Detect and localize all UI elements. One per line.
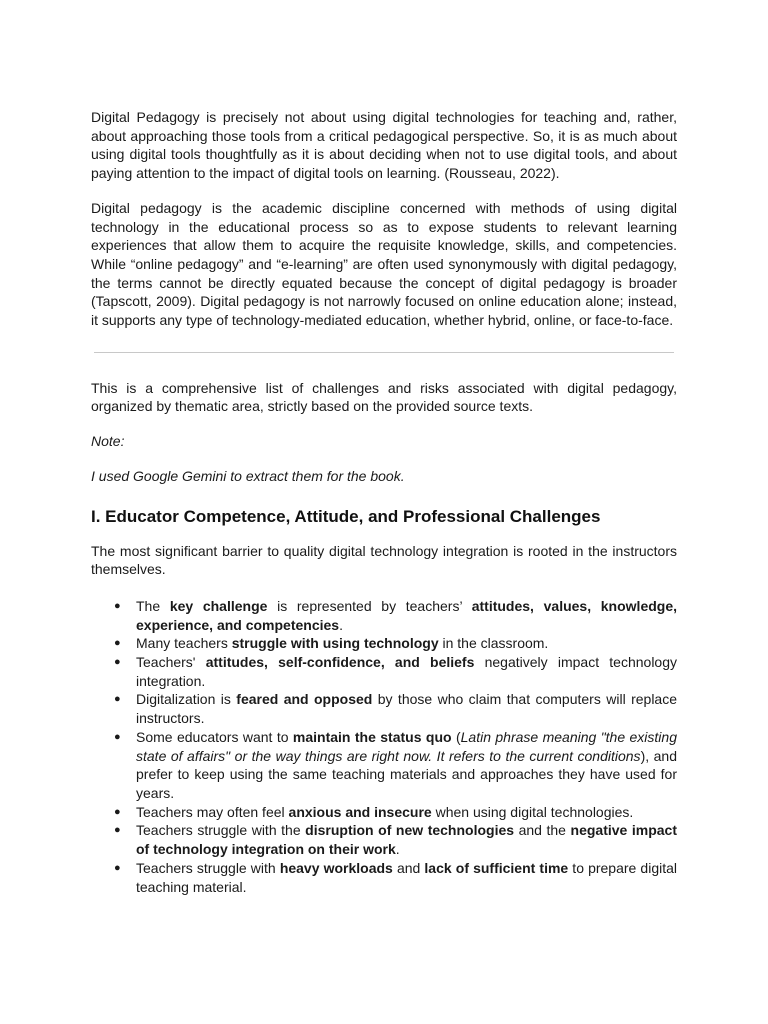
list-item: ● Teachers struggle with the disruption of new technologies and the negative impact of technology integration on their work. — [114, 822, 677, 858]
bullet-icon: ● — [114, 861, 121, 874]
bullet-icon: ● — [114, 730, 121, 743]
note-text: I used Google Gemini to extract them for the book. — [91, 467, 405, 484]
bullet-icon: ● — [114, 656, 121, 669]
bullet-icon: ● — [114, 805, 121, 818]
list-item: ● Teachers' attitudes, self-confidence, and beliefs negatively impact technology integration. — [114, 654, 678, 689]
bullet-icon: ● — [114, 693, 121, 706]
list-item: ● Digitalization is feared and opposed by those who claim that computers will replace instructors. — [114, 691, 677, 727]
list-item: ● Some educators want to maintain the status quo (Latin phrase meaning "the existing state of affairs" or the way things are right now. It refers to the current conditions), and prefer to keep using the same teaching materials and approaches they have used for years. — [114, 728, 677, 801]
section-heading: I. Educator Competence, Attitude, and Professional Challenges — [91, 506, 601, 526]
document-page — [91, 108, 677, 896]
list-item: ● The key challenge is represented by teachers’ attitudes, values, knowledge, experience, and competencies. — [114, 597, 678, 633]
note-label: Note: — [91, 433, 125, 450]
intro-paragraph-2: Digital pedagogy is the academic discipline concerned with methods of using digital technology in the educational process so as to expose students to relevant learning experiences that allow them to acquire the requisite knowledge, skills, and competencies. While “online pedagogy” and “e-learning” are often used synonymously with digital pedagogy, the terms cannot be directly equated because the concept of digital pedagogy is broader (Tapscott, 2009). Digital pedagogy is not narrowly focused on online education alone; instead, it supports any type of technology-mediated education, whether hybrid, online, or face-to-face. — [91, 199, 677, 329]
list-item: ● Teachers struggle with heavy workloads and lack of sufficient time to prepare digital teaching material. — [114, 859, 678, 895]
bullet-icon: ● — [114, 637, 121, 650]
section-intro-paragraph: The most significant barrier to quality digital technology integration is rooted in the instructors themselves. — [91, 542, 677, 578]
intro-paragraph-1: Digital Pedagogy is precisely not about using digital technologies for teaching and, rather, about approaching those tools from a critical pedagogical perspective. So, it is as much about using digital tools thoughtfully as it is about deciding when not to use digital tools, and about paying attention to the impact of digital tools on learning. (Rousseau, 2022). — [91, 109, 677, 182]
list-item: ● Teachers may often feel anxious and insecure when using digital technologies. — [114, 803, 634, 820]
list-item: ● Many teachers struggle with using technology in the classroom. — [114, 635, 549, 652]
list-intro-paragraph: This is a comprehensive list of challenges and risks associated with digital pedagogy, organized by thematic area, strictly based on the provided source texts. — [91, 379, 677, 415]
horizontal-divider — [94, 352, 674, 353]
bullet-icon: ● — [114, 599, 121, 612]
challenge-list — [91, 597, 677, 896]
bullet-icon: ● — [114, 824, 121, 837]
